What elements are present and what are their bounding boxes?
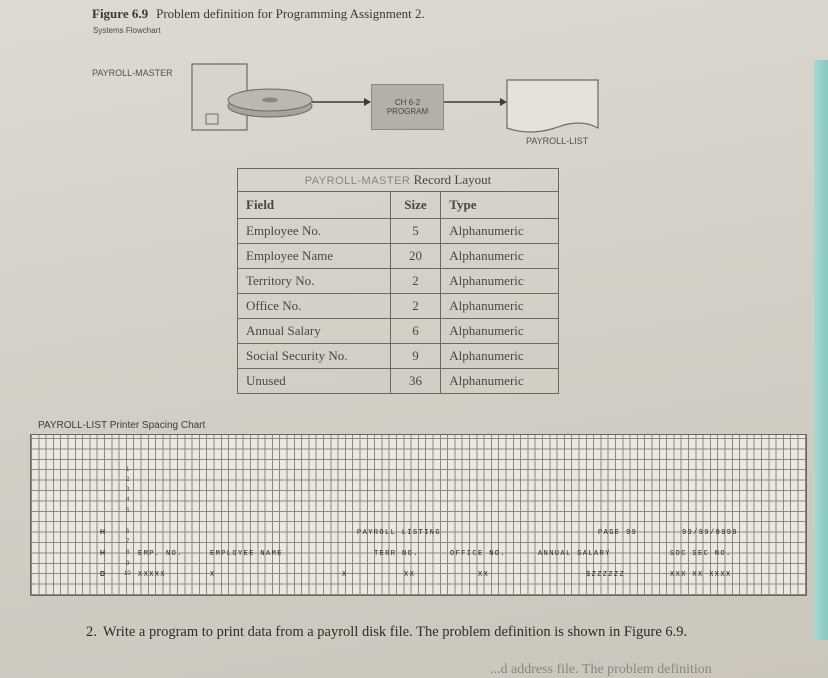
figure-caption: Problem definition for Programming Assignment 2. <box>156 6 425 21</box>
col-header-office: OFFICE NO. <box>450 550 507 558</box>
disk-drive-symbol <box>192 64 312 130</box>
field-size: 2 <box>390 269 441 294</box>
col-header-emp-name: EMPLOYEE NAME <box>210 550 283 558</box>
program-line-1: CH 6-2 <box>394 98 421 107</box>
flow-arrow-out <box>442 98 507 106</box>
field-name: Territory No. <box>238 269 391 294</box>
flowchart-subtitle: Systems Flowchart <box>93 26 161 35</box>
record-layout-caption <box>238 169 559 192</box>
table-row <box>238 294 559 319</box>
faded-next-line: ...d address file. The problem definition <box>490 662 712 677</box>
field-name: Office No. <box>238 294 391 319</box>
detail-emp-no: XXXXX <box>138 571 167 579</box>
table-row <box>238 369 559 394</box>
field-size: 2 <box>390 294 441 319</box>
field-type: Alphanumeric <box>441 294 559 319</box>
detail-office: XX <box>478 571 490 579</box>
row-number: 3 <box>126 487 130 493</box>
heading-line-marker: H <box>100 550 106 557</box>
spacing-chart-label: PAYROLL-LIST Printer Spacing Chart <box>38 420 206 431</box>
heading-line-marker: H <box>100 529 106 536</box>
field-size: 36 <box>390 369 441 394</box>
field-type: Alphanumeric <box>441 369 559 394</box>
table-row <box>238 319 559 344</box>
systems-flowchart <box>0 0 828 160</box>
assignment-number: 2. <box>86 624 97 640</box>
row-number: 1 <box>126 467 130 473</box>
col-header-salary: ANNUAL SALARY <box>538 550 611 558</box>
figure-number: Figure 6.9 <box>92 6 149 21</box>
col-header-terr: TERR NO. <box>374 550 419 558</box>
row-number: 2 <box>126 477 130 483</box>
program-line-2: PROGRAM <box>386 107 429 116</box>
table-row <box>238 344 559 369</box>
header-type: Type <box>441 192 559 219</box>
detail-line-marker: D <box>100 571 106 578</box>
printer-spacing-chart <box>30 434 805 594</box>
field-name: Unused <box>238 369 391 394</box>
detail-terr: XX <box>404 571 416 579</box>
table-row <box>238 269 559 294</box>
row-number: 4 <box>126 497 130 503</box>
table-row <box>238 244 559 269</box>
caption-file-name: PAYROLL-MASTER <box>304 175 411 187</box>
field-size: 5 <box>390 219 441 244</box>
field-size: 20 <box>390 244 441 269</box>
row-number: 6 <box>126 529 130 535</box>
field-size: 9 <box>390 344 441 369</box>
header-field: Field <box>238 192 391 219</box>
field-type: Alphanumeric <box>441 219 559 244</box>
table-header-row <box>238 192 559 219</box>
assignment-text: Write a program to print data from a payroll disk file. The problem definition is shown in Figure 6.9. <box>102 624 688 640</box>
program-box <box>371 84 444 130</box>
col-header-emp-no: EMP. NO. <box>138 550 183 558</box>
field-type: Alphanumeric <box>441 269 559 294</box>
flow-arrow-in <box>312 98 371 106</box>
row-number: 8 <box>126 550 130 556</box>
row-number: 10 <box>124 571 131 577</box>
detail-salary: $ZZZZZZ <box>586 571 626 579</box>
row-number: 9 <box>126 561 130 567</box>
field-size: 6 <box>390 319 441 344</box>
field-type: Alphanumeric <box>441 319 559 344</box>
input-file-label: PAYROLL-MASTER <box>92 68 173 78</box>
caption-text: Record Layout <box>413 172 492 187</box>
document-symbol <box>507 80 598 132</box>
output-file-label: PAYROLL-LIST <box>526 136 589 146</box>
field-name: Employee No. <box>238 219 391 244</box>
report-title: PAYROLL LISTING <box>357 529 442 537</box>
detail-ssn: XXX XX XXXX <box>670 571 732 579</box>
field-type: Alphanumeric <box>441 244 559 269</box>
page-number-field: PAGE 99 <box>598 529 638 537</box>
detail-name-start: X <box>210 571 216 579</box>
col-header-ssn: SOC SEC NO. <box>670 550 732 558</box>
row-number: 5 <box>126 508 130 514</box>
field-name: Employee Name <box>238 244 391 269</box>
table-row <box>238 219 559 244</box>
assignment-paragraph <box>86 622 776 642</box>
row-number: 7 <box>126 539 130 545</box>
field-type: Alphanumeric <box>441 344 559 369</box>
record-layout-table <box>237 168 559 394</box>
detail-name-end: X <box>342 571 348 579</box>
header-size: Size <box>390 192 441 219</box>
date-field: 99/99/9999 <box>682 529 739 537</box>
field-name: Annual Salary <box>238 319 391 344</box>
field-name: Social Security No. <box>238 344 391 369</box>
